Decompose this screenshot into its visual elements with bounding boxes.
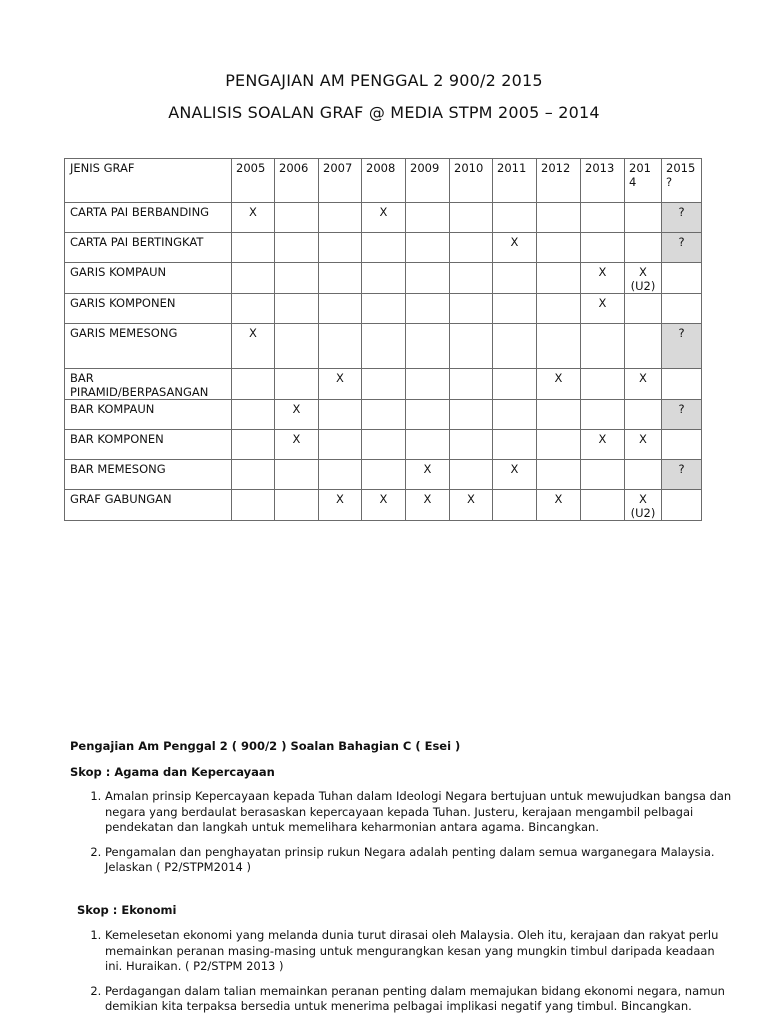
table-cell [537, 263, 581, 294]
table-cell [493, 430, 537, 460]
question-list-ekonomi [70, 928, 735, 1024]
table-cell [493, 263, 537, 294]
table-cell [319, 294, 362, 324]
table-cell: X [581, 430, 625, 460]
table-cell [537, 203, 581, 233]
table-cell [362, 430, 406, 460]
table-cell [406, 400, 450, 430]
table-cell [625, 233, 662, 263]
table-cell: X [581, 263, 625, 294]
table-row [65, 233, 702, 263]
row-label: BAR PIRAMID/BERPASANGAN [65, 369, 232, 400]
table-cell: ? [662, 400, 702, 430]
table-cell: X [275, 400, 319, 430]
table-cell [662, 294, 702, 324]
question-item: 2. Perdagangan dalam talian memainkan peranan penting dalam memajukan bidang ekonomi negara, namun demikian kita terpaksa bersedia untuk menerima pelbagai implikasi negatif yang timbul. Bincangkan. [105, 984, 735, 1015]
table-cell: X [493, 233, 537, 263]
table-cell [275, 263, 319, 294]
table-cell: X [362, 490, 406, 521]
row-label: CARTA PAI BERBANDING [65, 203, 232, 233]
table-cell [275, 369, 319, 400]
column-header-year: 2006 [275, 159, 319, 203]
question-item: 1. Amalan prinsip Kepercayaan kepada Tuhan dalam Ideologi Negara bertujuan untuk mewujudkan bangsa dan negara yang berdaulat berasaskan kepercayaan kepada Tuhan. Justeru, kerajaan mengambil pelbagai pendekatan dan langkah untuk memelihara keharmonian antara agama. Bincangkan. [105, 789, 735, 836]
table-cell: ? [662, 460, 702, 490]
table-cell [450, 324, 493, 369]
column-header-year: 2010 [450, 159, 493, 203]
table-cell [232, 294, 275, 324]
table-cell [319, 263, 362, 294]
table-cell [362, 400, 406, 430]
column-header-year: 2011 [493, 159, 537, 203]
table-cell: X [232, 203, 275, 233]
table-cell [232, 233, 275, 263]
table-cell: X [406, 490, 450, 521]
table-cell [625, 203, 662, 233]
table-cell [450, 430, 493, 460]
table-cell [625, 294, 662, 324]
table-cell [537, 294, 581, 324]
table-cell [662, 263, 702, 294]
column-header-year: 2009 [406, 159, 450, 203]
table-cell: X [450, 490, 493, 521]
row-label: GARIS MEMESONG [65, 324, 232, 369]
table-row [65, 430, 702, 460]
table-cell [232, 400, 275, 430]
table-row [65, 203, 702, 233]
table-cell [537, 233, 581, 263]
table-cell [581, 369, 625, 400]
table-cell: X [406, 460, 450, 490]
table-header-row [65, 159, 702, 203]
table-cell: X (U2) [625, 490, 662, 521]
table-cell [537, 324, 581, 369]
table-cell [662, 490, 702, 521]
table-row [65, 490, 702, 521]
table-cell [450, 233, 493, 263]
table-cell [450, 369, 493, 400]
table-cell [275, 490, 319, 521]
table-cell [319, 203, 362, 233]
table-cell: X (U2) [625, 263, 662, 294]
table-cell [493, 400, 537, 430]
table-cell [581, 400, 625, 430]
table-cell [362, 294, 406, 324]
column-header-year: 2007 [319, 159, 362, 203]
table-cell: X [362, 203, 406, 233]
column-header-year: 2013 [581, 159, 625, 203]
table-cell [406, 369, 450, 400]
table-cell [232, 490, 275, 521]
document-title: PENGAJIAN AM PENGGAL 2 900/2 2015 [225, 71, 543, 90]
table-cell [319, 400, 362, 430]
table-row [65, 263, 702, 294]
table-row [65, 369, 702, 400]
table-cell [450, 460, 493, 490]
row-label: BAR KOMPAUN [65, 400, 232, 430]
table-cell [537, 430, 581, 460]
table-cell [406, 294, 450, 324]
table-cell [450, 263, 493, 294]
table-cell [406, 233, 450, 263]
graph-analysis-table [64, 158, 702, 521]
table-cell [662, 430, 702, 460]
table-cell: ? [662, 324, 702, 369]
table-cell [319, 233, 362, 263]
table-cell: X [537, 490, 581, 521]
table-cell: X [232, 324, 275, 369]
column-header-year: 201 4 [625, 159, 662, 203]
table-cell [493, 369, 537, 400]
table-cell [406, 203, 450, 233]
table-cell [493, 324, 537, 369]
table-cell [406, 430, 450, 460]
table-cell [232, 369, 275, 400]
table-cell [319, 430, 362, 460]
document-subtitle: ANALISIS SOALAN GRAF @ MEDIA STPM 2005 – 2014 [168, 103, 600, 122]
scope-heading-ekonomi: Skop : Ekonomi [77, 903, 177, 917]
table-cell [581, 203, 625, 233]
table-cell [625, 460, 662, 490]
row-label: GRAF GABUNGAN [65, 490, 232, 521]
table-cell [537, 460, 581, 490]
table-cell [406, 263, 450, 294]
table-cell [493, 490, 537, 521]
table-cell: ? [662, 203, 702, 233]
row-label: BAR KOMPONEN [65, 430, 232, 460]
table-cell [662, 369, 702, 400]
table-row [65, 460, 702, 490]
table-row [65, 324, 702, 369]
table-cell [581, 460, 625, 490]
table-cell [275, 294, 319, 324]
table-cell [581, 233, 625, 263]
table-cell [362, 263, 406, 294]
table-cell [275, 203, 319, 233]
question-list-agama [70, 789, 735, 885]
table-row [65, 294, 702, 324]
table-cell [232, 460, 275, 490]
row-label: GARIS KOMPONEN [65, 294, 232, 324]
table-cell [362, 324, 406, 369]
table-cell: X [493, 460, 537, 490]
question-item: 2. Pengamalan dan penghayatan prinsip rukun Negara adalah penting dalam semua warganegara Malaysia. Jelaskan ( P2/STPM2014 ) [105, 845, 735, 876]
table-cell: X [275, 430, 319, 460]
table-cell [450, 203, 493, 233]
table-cell [362, 460, 406, 490]
table-cell [319, 460, 362, 490]
scope-heading-agama: Skop : Agama dan Kepercayaan [70, 765, 275, 779]
question-item: 1. Kemelesetan ekonomi yang melanda dunia turut dirasai oleh Malaysia. Oleh itu, kerajaan dan rakyat perlu memainkan peranan masing-masing untuk mengurangkan kesan yang mungkin timbul daripada keadaan ini. Huraikan. ( P2/STPM 2013 ) [105, 928, 735, 975]
column-header-year: 2012 [537, 159, 581, 203]
table-cell [625, 324, 662, 369]
column-header-year: 2005 [232, 159, 275, 203]
table-row [65, 400, 702, 430]
table-cell: X [581, 294, 625, 324]
essay-section-heading: Pengajian Am Penggal 2 ( 900/2 ) Soalan Bahagian C ( Esei ) [70, 739, 461, 753]
table-cell: X [319, 490, 362, 521]
table-cell [362, 369, 406, 400]
table-cell [319, 324, 362, 369]
column-header-year: 2015 ? [662, 159, 702, 203]
table-cell [537, 400, 581, 430]
table-cell [275, 324, 319, 369]
table-cell [362, 233, 406, 263]
row-label: GARIS KOMPAUN [65, 263, 232, 294]
table-cell [275, 460, 319, 490]
table-cell [232, 430, 275, 460]
table-cell: X [625, 369, 662, 400]
table-cell: ? [662, 233, 702, 263]
table-cell [406, 324, 450, 369]
table-cell [450, 294, 493, 324]
table-cell [581, 324, 625, 369]
row-label: CARTA PAI BERTINGKAT [65, 233, 232, 263]
table-cell [450, 400, 493, 430]
table-cell: X [319, 369, 362, 400]
table-cell [581, 490, 625, 521]
table-cell [493, 294, 537, 324]
table-cell: X [537, 369, 581, 400]
table-cell [493, 203, 537, 233]
table-cell: X [625, 430, 662, 460]
table-cell [232, 263, 275, 294]
table-cell [625, 400, 662, 430]
table-cell [275, 233, 319, 263]
column-header-year: 2008 [362, 159, 406, 203]
row-label: BAR MEMESONG [65, 460, 232, 490]
column-header-jenis-graf: JENIS GRAF [65, 159, 232, 203]
